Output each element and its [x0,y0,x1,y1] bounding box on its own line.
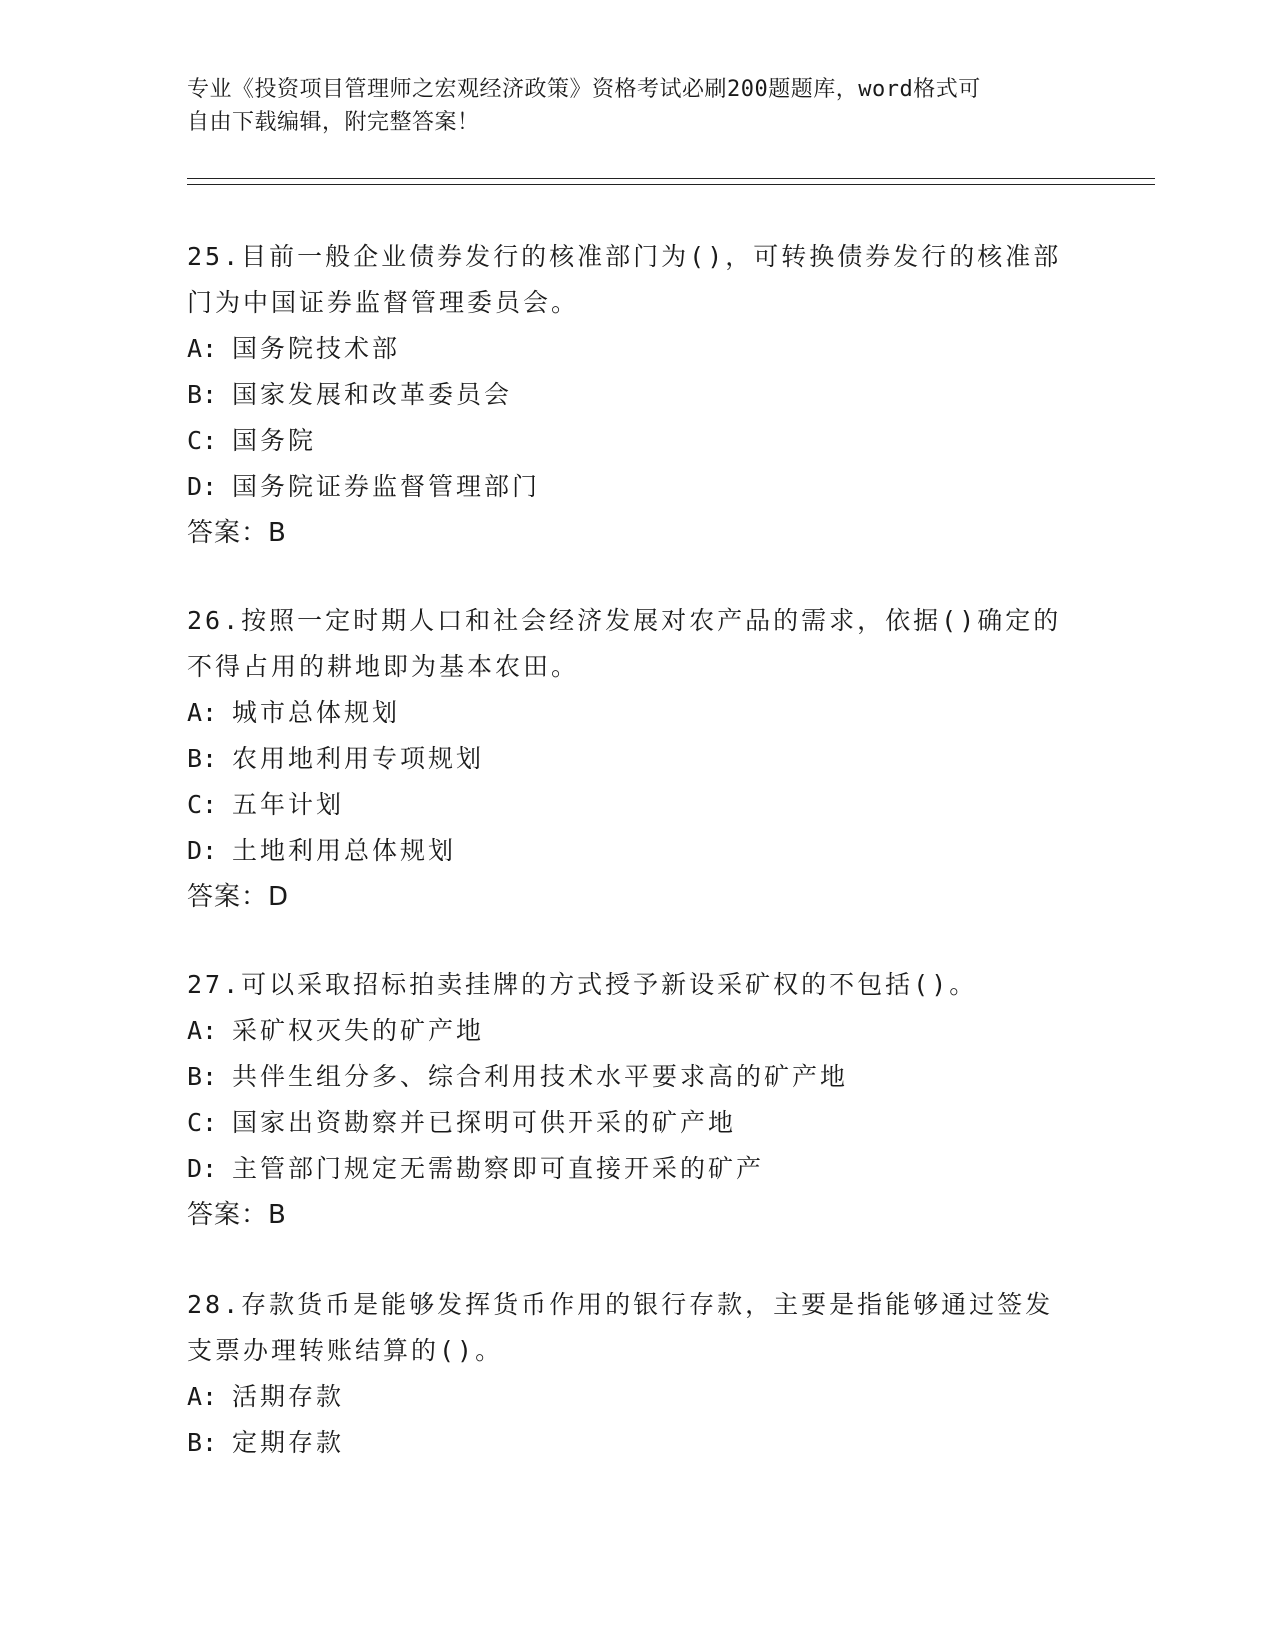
answer: 答案：B [187,518,287,548]
question-26 [187,598,1087,920]
option-d [187,464,1087,510]
header-divider-bottom [187,184,1155,185]
option-text: 活期存款 [232,1382,345,1411]
option-text: 共伴生组分多、综合利用技术水平要求高的矿产地 [232,1062,849,1091]
question-stem [187,234,1087,326]
option-text: 国家发展和改革委员会 [232,380,513,409]
option-a [187,326,1087,372]
option-text: 主管部门规定无需勘察即可直接开采的矿产 [232,1154,765,1183]
option-b [187,1054,1087,1100]
document-header [187,73,1087,139]
option-text: 土地利用总体规划 [232,836,457,865]
option-text: 国务院技术部 [232,334,401,363]
option-c [187,782,1087,828]
option-c [187,418,1087,464]
option-text: 国务院证券监督管理部门 [232,472,541,501]
option-b [187,1420,1087,1466]
question-25 [187,234,1087,556]
option-text: 定期存款 [232,1428,345,1457]
option-key: B: [187,744,218,773]
question-stem-line: 支票办理转账结算的()。 [187,1336,504,1365]
option-key: A: [187,1382,218,1411]
option-key: A: [187,334,218,363]
header-line-1: 专业《投资项目管理师之宏观经济政策》资格考试必刷200题题库，word格式可 [187,77,981,102]
question-27 [187,962,1087,1238]
option-key: B: [187,380,218,409]
header-divider-top [187,178,1155,179]
question-stem [187,1282,1087,1374]
question-stem-line: 28.存款货币是能够发挥货币作用的银行存款，主要是指能够通过签发 [187,1290,1054,1319]
option-key: D: [187,836,218,865]
option-key: C: [187,426,218,455]
option-text: 农用地利用专项规划 [232,744,485,773]
header-line-2: 自由下载编辑，附完整答案！ [187,110,480,135]
question-stem-line: 不得占用的耕地即为基本农田。 [187,652,580,681]
option-key: D: [187,1154,218,1183]
option-b [187,736,1087,782]
question-stem-line: 26.按照一定时期人口和社会经济发展对农产品的需求，依据()确定的 [187,606,1062,635]
option-key: B: [187,1428,218,1457]
option-key: A: [187,1016,218,1045]
option-b [187,372,1087,418]
option-text: 采矿权灭失的矿产地 [232,1016,485,1045]
question-stem [187,962,1087,1008]
option-key: A: [187,698,218,727]
option-text: 城市总体规划 [232,698,401,727]
option-d [187,828,1087,874]
question-stem-line: 门为中国证券监督管理委员会。 [187,288,580,317]
answer: 答案：B [187,1200,287,1230]
option-key: B: [187,1062,218,1091]
option-a [187,690,1087,736]
option-key: C: [187,790,218,819]
option-text: 国家出资勘察并已探明可供开采的矿产地 [232,1108,737,1137]
option-key: C: [187,1108,218,1137]
question-stem [187,598,1087,690]
option-text: 国务院 [232,426,317,455]
option-a [187,1374,1087,1420]
option-text: 五年计划 [232,790,345,819]
option-c [187,1100,1087,1146]
option-key: D: [187,472,218,501]
question-stem-line: 25.目前一般企业债券发行的核准部门为()，可转换债券发行的核准部 [187,242,1062,271]
question-28 [187,1282,1087,1466]
answer: 答案：D [187,882,290,912]
question-stem-line: 27.可以采取招标拍卖挂牌的方式授予新设采矿权的不包括()。 [187,970,978,999]
option-d [187,1146,1087,1192]
option-a [187,1008,1087,1054]
